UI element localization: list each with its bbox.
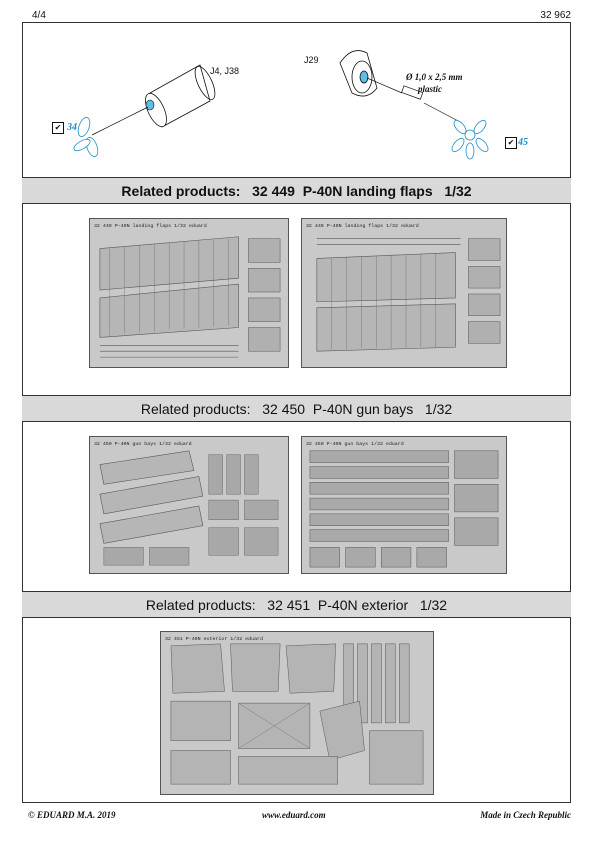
instruction-drawing bbox=[22, 23, 571, 175]
right-cylinder-part bbox=[340, 51, 377, 97]
left-socket-highlight bbox=[146, 100, 154, 110]
banner-scale: 1/32 bbox=[419, 596, 448, 613]
left-cylinder-part bbox=[141, 64, 219, 130]
left-leader-line bbox=[92, 107, 148, 135]
page-number: 4/4 bbox=[32, 10, 46, 21]
made-in-text: Made in Czech Republic bbox=[480, 810, 571, 820]
banner-prefix: Related products: bbox=[121, 182, 241, 199]
left-part-label: J4, J38 bbox=[210, 66, 240, 76]
product-code: 32 962 bbox=[540, 10, 571, 21]
banner-prefix: Related products: bbox=[145, 596, 256, 613]
banner-name: P-40N gun bays bbox=[312, 400, 414, 417]
pe-sheet-32451 bbox=[160, 631, 434, 795]
sheet-label: 32 451 P-40N exterior 1/32 eduard bbox=[164, 636, 263, 642]
pe-sheet-32450-a bbox=[89, 436, 289, 574]
sheet-label: 32 449 P-40N landing flaps 1/32 eduard bbox=[305, 223, 419, 229]
instruction-diagram bbox=[22, 23, 571, 175]
step-34-number: 34 bbox=[67, 122, 77, 133]
banner-name: P-40N exterior bbox=[317, 596, 409, 613]
banner-prefix: Related products: bbox=[140, 400, 251, 417]
step-45-checkbox[interactable] bbox=[505, 137, 517, 149]
sheet-label: 32 449 P-40N landing flaps 1/32 eduard bbox=[93, 223, 207, 229]
pe-sheet-32449-a bbox=[89, 218, 289, 368]
banner-code: 32 451 bbox=[267, 596, 311, 613]
banner-scale: 1/32 bbox=[424, 400, 453, 417]
website-link[interactable]: www.eduard.com bbox=[262, 810, 326, 820]
related-products-banner-2 bbox=[22, 395, 571, 422]
check-mark-icon: ✔ bbox=[507, 138, 515, 147]
related-products-banner-3 bbox=[22, 591, 571, 618]
banner-code: 32 450 bbox=[262, 400, 306, 417]
sheet-label: 32 450 P-40N gun bays 1/32 eduard bbox=[305, 441, 404, 447]
step-45-number: 45 bbox=[518, 137, 528, 148]
copyright-text: © EDUARD M.A. 2019 bbox=[28, 810, 116, 820]
related-products-banner-1 bbox=[22, 177, 571, 204]
banner-name: P-40N landing flaps bbox=[302, 182, 433, 199]
check-mark-icon: ✔ bbox=[54, 123, 62, 132]
banner-scale: 1/32 bbox=[444, 182, 472, 199]
banner-code: 32 449 bbox=[252, 182, 295, 199]
pe-sheet-32450-b bbox=[301, 436, 507, 574]
pe-sheet-32449-b bbox=[301, 218, 507, 368]
step-34-checkbox[interactable] bbox=[52, 122, 64, 134]
right-part-label: J29 bbox=[304, 55, 319, 65]
material-label: plastic bbox=[418, 84, 442, 94]
dimension-label: Ø 1,0 x 2,5 mm bbox=[406, 72, 463, 82]
right-fan-part bbox=[450, 118, 490, 159]
sheet-label: 32 450 P-40N gun bays 1/32 eduard bbox=[93, 441, 192, 447]
